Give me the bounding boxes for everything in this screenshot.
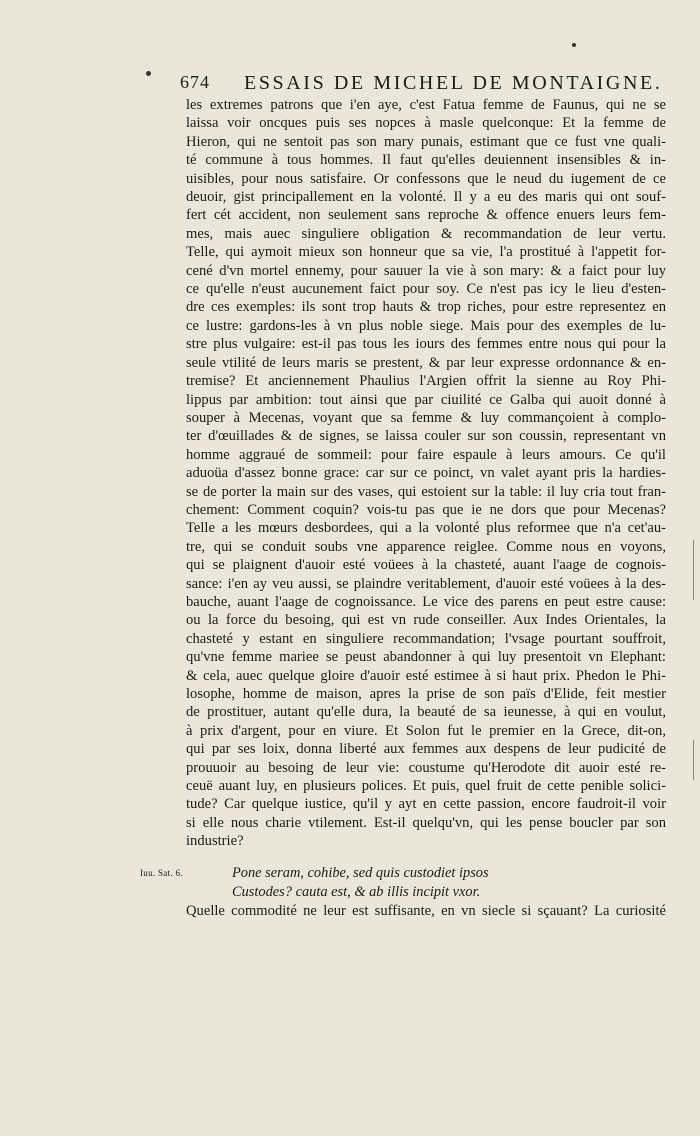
ink-speck xyxy=(572,43,576,47)
text-line: chasteté y estant en singuliere recommandation; l'vsage pourtant souffroit, xyxy=(186,630,666,647)
text-line: tude? Car quelque iustice, qu'il y ayt en cette passion, encore faudroit-il voir xyxy=(186,796,666,813)
text-line: fert cét accident, non seulement sans reproche & offence enuers leurs fem- xyxy=(186,207,666,224)
text-line: losophe, homme de maison, apres la prise de son païs d'Elide, feit mestier xyxy=(186,686,666,702)
text-line: se de porter la main sur des vases, qui estoient sur la table: il luy cria tout fran- xyxy=(186,483,666,500)
text-line: & cela, auec quelque gloire d'auoir esté estimee à si haut prix. Phedon le Phi- xyxy=(186,667,666,684)
text-line: si elle nous charie vtilement. Est-il quelqu'vn, qui les pense boucler par son xyxy=(186,814,666,831)
text-line: tre, qui se conduit soubs vne apparence reiglee. Comme nous en voyons, xyxy=(186,538,666,555)
text-line: sance: i'en ay veu aussi, se plaindre veritablement, d'auoir esté voüees à la des- xyxy=(186,575,666,592)
text-line: ter d'œuillades & de signes, se laissa couler sur son coussin, representant vn xyxy=(186,428,666,445)
text-line: Hieron, qui ne sentoit pas son mary punais, estimant que ce fust vne quali- xyxy=(186,133,666,150)
text-line: qui se plaignent d'auoir esté voüees à la chasteté, auant l'aage de cognois- xyxy=(186,557,666,574)
running-title: ESSAIS DE MICHEL DE MONTAIGNE. xyxy=(244,72,663,94)
verse-line: Pone seram, cohibe, sed quis custodiet ipsos xyxy=(232,865,489,881)
text-line: aduoüa d'assez bonne grace: car sur ce poinct, vn valet ayant pris la hardies- xyxy=(186,465,666,482)
text-line: Telle, qui aymoit mieux son honneur que sa vie, l'a prostitué à l'appetit for- xyxy=(186,244,666,261)
text-line: tremise? Et anciennement Phaulius l'Argien offrit la sienne au Roy Phi- xyxy=(186,373,666,390)
text-line: Telle a les mœurs desbordees, qui a la volonté plus reformee que n'a cet'au- xyxy=(186,520,666,537)
page-edge-mark xyxy=(693,540,694,600)
text-line: ou la force du besoing, qui est vn rude conseiller. Aux Indes Orientales, la xyxy=(186,612,666,629)
text-line: prouuoir au besoing de leur vie: coustume qu'Herodote dit auoir esté re- xyxy=(186,759,666,776)
text-line: qui par ses loix, donna liberté aux femmes aux despens de leur pudicité de xyxy=(186,741,666,758)
text-line: de prostituer, autant qu'elle dura, la beauté de sa ieunesse, à qui en voulut, xyxy=(186,704,666,721)
text-line: dre ces exemples: ils sont trop hauts & trop riches, pour estre representez en xyxy=(186,299,666,316)
body-text xyxy=(186,96,666,851)
page-edge-mark xyxy=(693,740,694,780)
text-line: qu'vne femme mariee se peust abandonner à qui luy presentoit vn Elephant: xyxy=(186,649,666,666)
verse-quotation xyxy=(232,864,489,902)
text-line: stre plus vulgaire: est-il pas tous les iours des femmes entre nous qui pour la xyxy=(186,336,666,353)
continuation-text xyxy=(186,902,666,920)
text-line: bauche, auant l'aage de cognoissance. Le vice des parens en peut estre cause: xyxy=(186,593,666,610)
text-line: les extremes patrons que i'en aye, c'est Fatua femme de Faunus, qui ne se xyxy=(186,97,666,113)
text-line: ce qu'elle n'eust aucunement faict pour soy. Ce n'est pas icy le lieu d'esten- xyxy=(186,281,666,298)
text-line: té commune à tous hommes. Il faut qu'elles deuiennent insensibles & in- xyxy=(186,152,666,169)
margin-citation: Iuu. Sat. 6. xyxy=(140,868,183,878)
text-line: mes, mais auec singuliere obligation & recommandation de leur vertu. xyxy=(186,225,666,242)
text-line: cené d'vn mortel ennemy, pour sauuer la vie à son mary: & a faict pour luy xyxy=(186,262,666,279)
page-header xyxy=(180,72,663,96)
text-line: Quelle commodité ne leur est suffisante, en vn siecle si sçauant? La curiosité xyxy=(186,903,666,919)
text-line: lippus par ambition: tout ainsi que par ciuilité ce Galba qui auoit donné à xyxy=(186,391,666,408)
text-line: souper à Mecenas, voyant que sa femme & luy commançoient à complo- xyxy=(186,409,666,426)
text-line: industrie? xyxy=(186,833,244,850)
page-number: 674 xyxy=(180,72,210,92)
text-line: chement: Comment coquin? vois-tu pas que ie ne dors que pour Mecenas? xyxy=(186,501,666,518)
text-line: laissa voir oncques puis ses nopces à masle quelconque: Et la femme de xyxy=(186,115,666,132)
text-line: uisibles, pour nous satisfaire. Or confessons que le neud du iugement de ce xyxy=(186,170,666,187)
ink-speck xyxy=(146,71,151,76)
text-line: homme aggraué de sommeil: pour faire espaule à leurs amours. Ce qu'il xyxy=(186,446,666,463)
text-line: seule vtilité de leurs maris se prestent, & par leur expresse ordonnance & en- xyxy=(186,354,666,371)
text-line: deuoir, gist principallement en la volonté. Il y a eu des maris qui ont souf- xyxy=(186,189,666,206)
text-line: à prix d'argent, pour en viure. Et Solon fut le premier en la Grece, dit-on, xyxy=(186,722,666,739)
text-line: ce lustre: gardons-les à vn plus noble siege. Mais pour des exemples de lu- xyxy=(186,317,666,334)
verse-line: Custodes? cauta est, & ab illis incipit vxor. xyxy=(232,884,481,900)
text-line: ceuë auant luy, en plusieurs polices. Et puis, quel fruit de cette penible solici- xyxy=(186,778,666,795)
